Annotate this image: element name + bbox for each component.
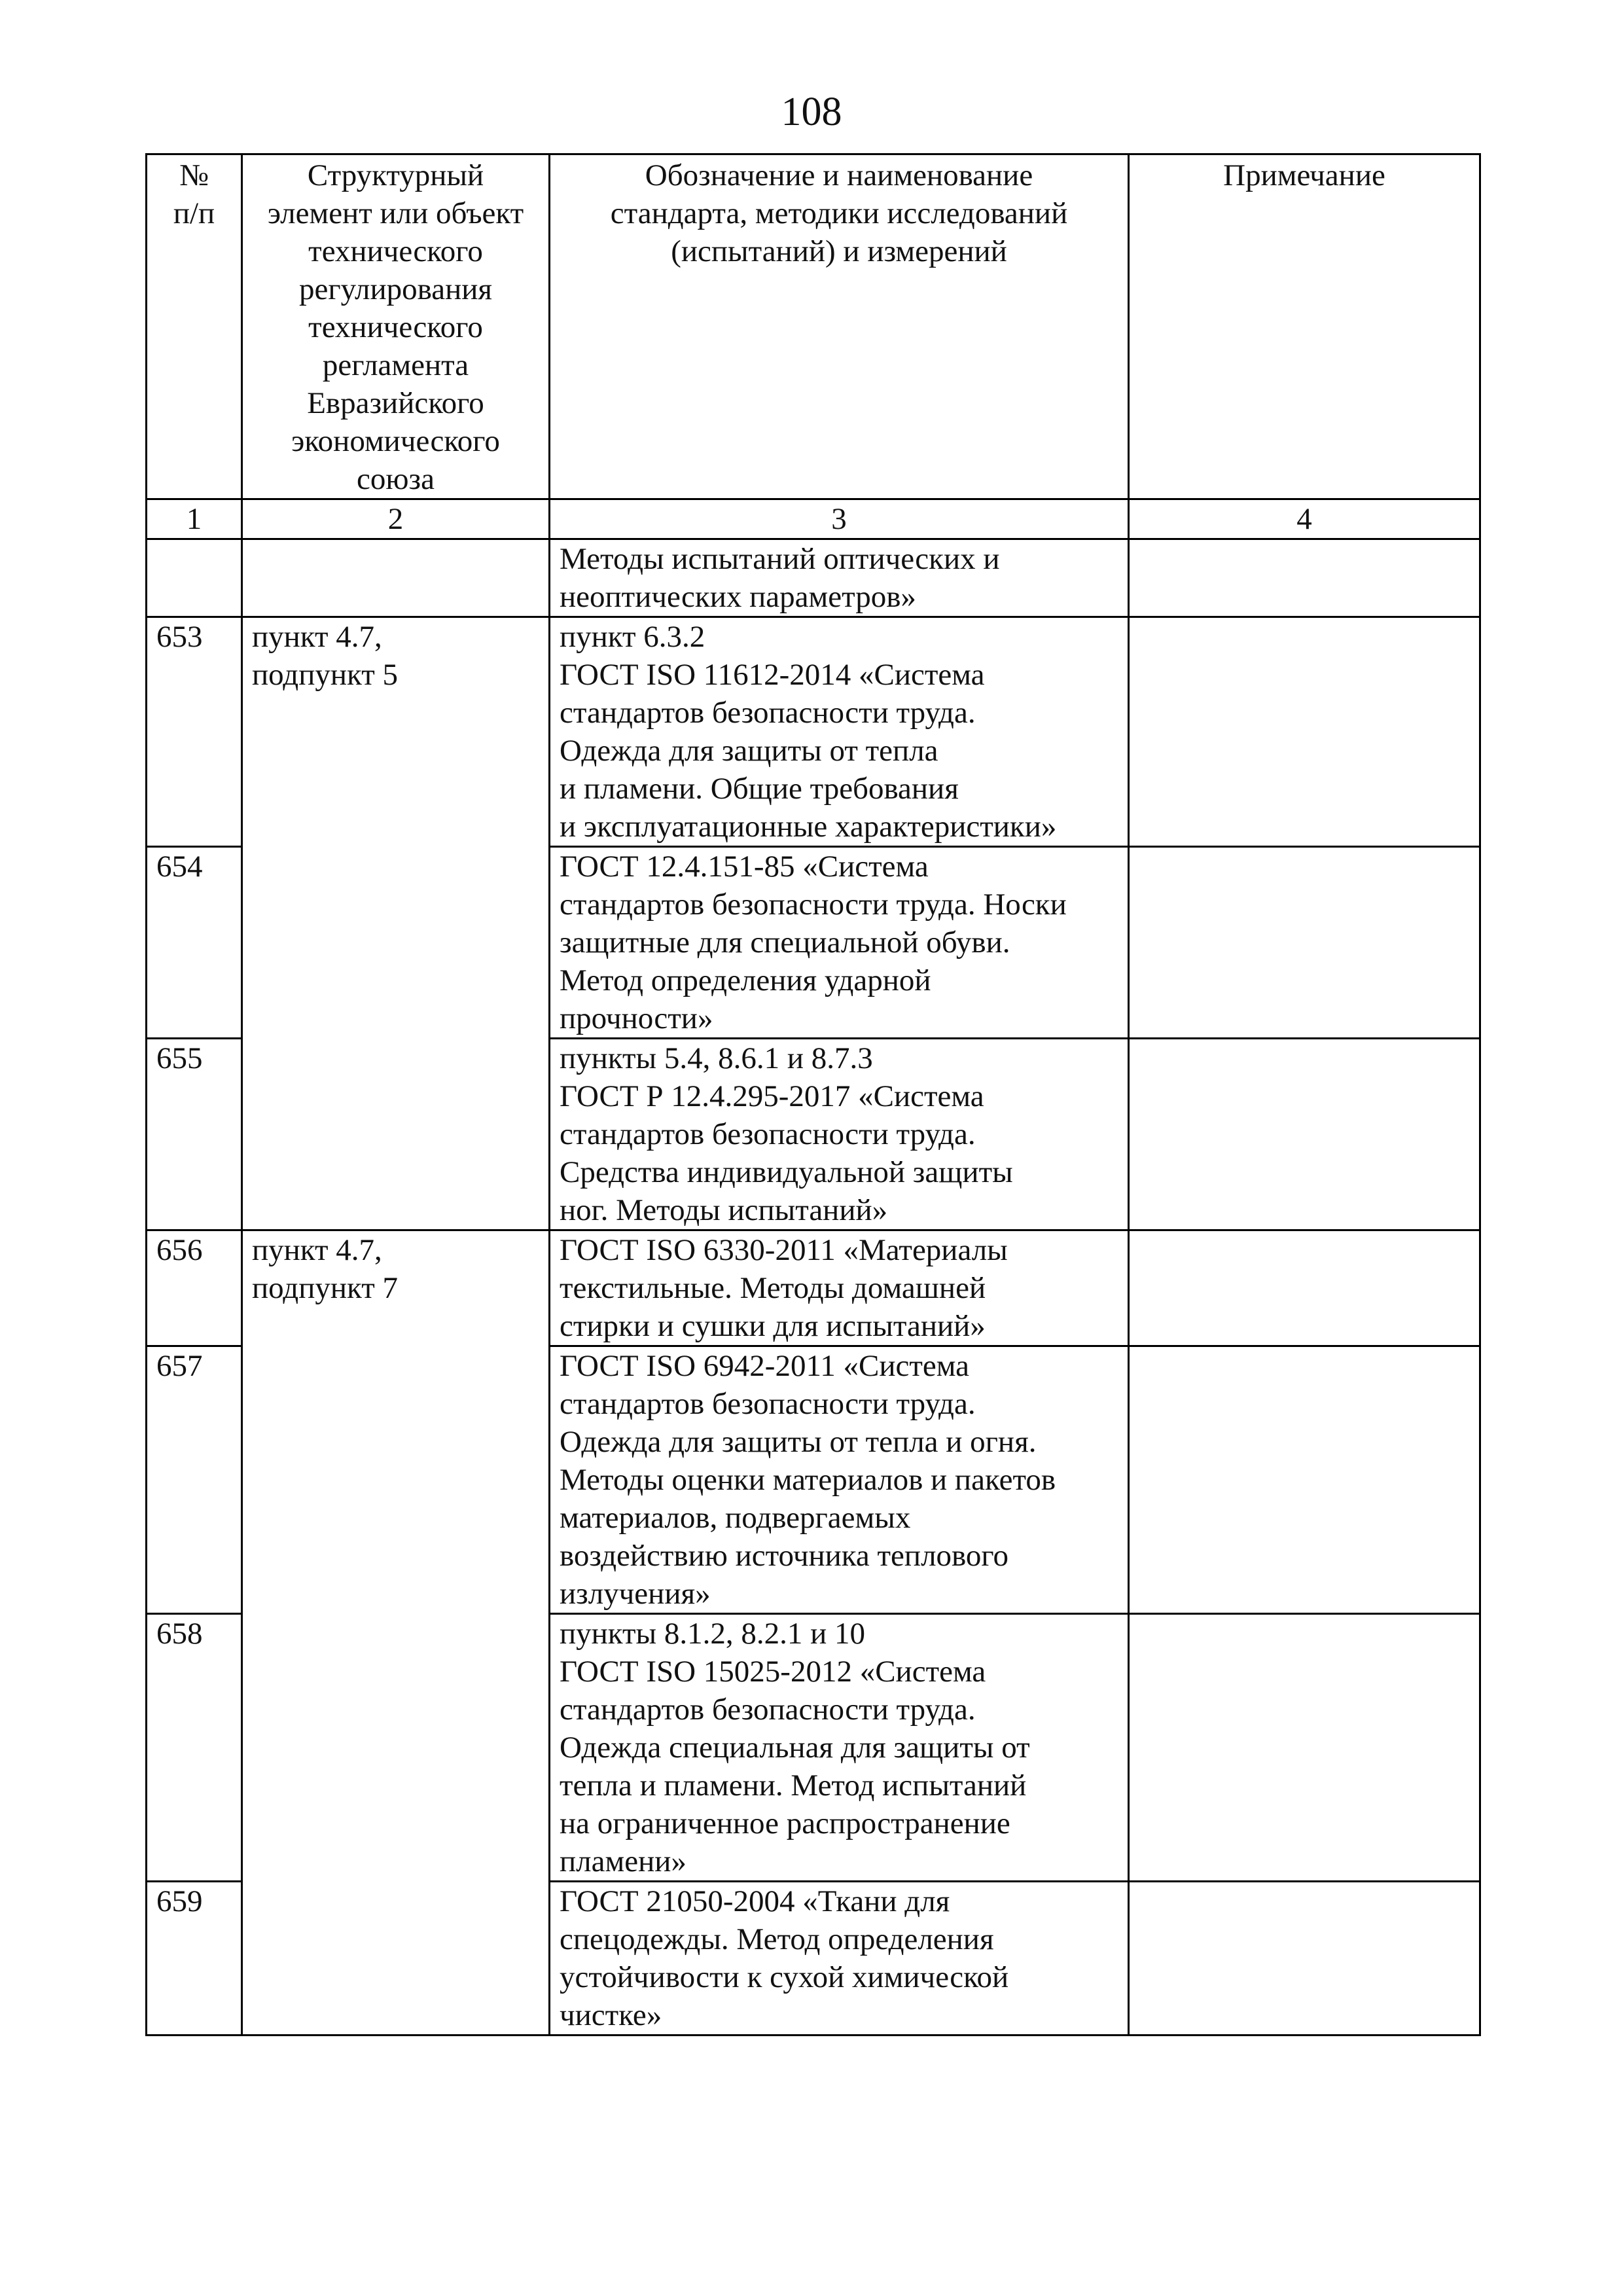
row-standard <box>550 1039 1129 1230</box>
standards-table <box>145 153 1481 2036</box>
text-line: ГОСТ ISO 6330-2011 «Материалы <box>560 1233 1008 1267</box>
row-note <box>1129 1230 1480 1346</box>
column-number: 2 <box>242 499 550 539</box>
row-note <box>1129 617 1480 847</box>
text-line: стирки и сушки для испытаний» <box>560 1309 986 1343</box>
text-line: регламента <box>322 348 469 382</box>
text-line: Одежда для защиты от тепла <box>560 734 938 768</box>
row-element <box>242 1230 550 2036</box>
text-line: технического <box>308 310 483 344</box>
row-number <box>147 539 242 617</box>
text-line: элемент или объект <box>267 196 524 230</box>
row-number: 655 <box>147 1039 242 1230</box>
text-line: неоптических параметров» <box>560 580 916 614</box>
text-line: воздействию источника теплового <box>560 1539 1008 1573</box>
row-note <box>1129 1346 1480 1614</box>
row-note <box>1129 1039 1480 1230</box>
page-number: 108 <box>781 90 842 134</box>
text-line: пункт 6.3.2 <box>560 620 705 654</box>
text-line: Одежда для защиты от тепла и огня. <box>560 1425 1037 1459</box>
row-number: 654 <box>147 847 242 1039</box>
text-line: стандартов безопасности труда. Носки <box>560 888 1067 922</box>
row-number: 656 <box>147 1230 242 1346</box>
table-row <box>147 617 1480 847</box>
text-line: регулирования <box>298 272 493 306</box>
text-line: защитные для специальной обуви. <box>560 925 1010 960</box>
text-line: стандартов безопасности труда. <box>560 1693 976 1727</box>
text-line: стандартов безопасности труда. <box>560 696 976 730</box>
text-line: материалов, подвергаемых <box>560 1501 911 1535</box>
row-note <box>1129 847 1480 1039</box>
text-line: Средства индивидуальной защиты <box>560 1155 1013 1189</box>
row-note <box>1129 1882 1480 2036</box>
row-note <box>1129 1614 1480 1882</box>
text-line: Примечание <box>1223 158 1385 192</box>
text-line: экономического <box>291 424 500 458</box>
text-line: (испытаний) и измерений <box>671 234 1007 268</box>
text-line: пункт 4.7, <box>252 620 382 654</box>
column-number-row <box>147 499 1480 539</box>
row-standard <box>550 1614 1129 1882</box>
text-line: Евразийского <box>307 386 484 420</box>
row-number: 653 <box>147 617 242 847</box>
text-line: чистке» <box>560 1998 662 2032</box>
row-standard <box>550 617 1129 847</box>
text-line: пункт 4.7, <box>252 1233 382 1267</box>
text-line: стандарта, методики исследований <box>610 196 1068 230</box>
row-number: 658 <box>147 1614 242 1882</box>
text-line: спецодежды. Метод определения <box>560 1922 994 1956</box>
text-line: подпункт 7 <box>252 1271 399 1305</box>
row-element <box>242 539 550 617</box>
text-line: излучения» <box>560 1577 711 1611</box>
text-line: стандартов безопасности труда. <box>560 1387 976 1421</box>
text-line: технического <box>308 234 483 268</box>
text-line: и эксплуатационные характеристики» <box>560 810 1057 844</box>
text-line: Методы оценки материалов и пакетов <box>560 1463 1056 1497</box>
header-standard <box>550 154 1129 499</box>
text-line: на ограниченное распространение <box>560 1806 1010 1840</box>
text-line: текстильные. Методы домашней <box>560 1271 986 1305</box>
text-line: ГОСТ 21050-2004 «Ткани для <box>560 1884 950 1918</box>
row-standard <box>550 847 1129 1039</box>
text-line: пламени» <box>560 1844 687 1878</box>
text-line: ГОСТ 12.4.151-85 «Система <box>560 850 929 884</box>
text-line: № <box>179 158 209 192</box>
table-row <box>147 539 1480 617</box>
text-line: пункты 5.4, 8.6.1 и 8.7.3 <box>560 1041 873 1075</box>
row-standard <box>550 1230 1129 1346</box>
row-standard <box>550 1882 1129 2036</box>
text-line: п/п <box>173 196 215 230</box>
text-line: подпункт 5 <box>252 658 399 692</box>
header-row <box>147 154 1480 499</box>
text-line: ГОСТ ISO 15025-2012 «Система <box>560 1655 986 1689</box>
text-line: Метод определения ударной <box>560 963 931 997</box>
text-line: Методы испытаний оптических и <box>560 542 1000 576</box>
column-number: 1 <box>147 499 242 539</box>
table-row <box>147 1230 1480 1346</box>
text-line: Обозначение и наименование <box>645 158 1033 192</box>
text-line: ГОСТ Р 12.4.295-2017 «Система <box>560 1079 984 1113</box>
text-line: ног. Методы испытаний» <box>560 1193 888 1227</box>
column-number: 4 <box>1129 499 1480 539</box>
header-num <box>147 154 242 499</box>
row-number: 659 <box>147 1882 242 2036</box>
text-line: пункты 8.1.2, 8.2.1 и 10 <box>560 1617 866 1651</box>
row-number: 657 <box>147 1346 242 1614</box>
row-element <box>242 617 550 1230</box>
text-line: и пламени. Общие требования <box>560 772 959 806</box>
text-line: стандартов безопасности труда. <box>560 1117 976 1151</box>
row-standard <box>550 1346 1129 1614</box>
text-line: ГОСТ ISO 11612-2014 «Система <box>560 658 985 692</box>
text-line: союза <box>357 462 435 496</box>
text-line: прочности» <box>560 1001 713 1035</box>
row-standard <box>550 539 1129 617</box>
header-element <box>242 154 550 499</box>
text-line: тепла и пламени. Метод испытаний <box>560 1768 1027 1803</box>
column-number: 3 <box>550 499 1129 539</box>
text-line: Структурный <box>307 158 484 192</box>
text-line: Одежда специальная для защиты от <box>560 1731 1030 1765</box>
row-note <box>1129 539 1480 617</box>
text-line: ГОСТ ISO 6942-2011 «Система <box>560 1349 970 1383</box>
header-note <box>1129 154 1480 499</box>
text-line: устойчивости к сухой химической <box>560 1960 1009 1994</box>
